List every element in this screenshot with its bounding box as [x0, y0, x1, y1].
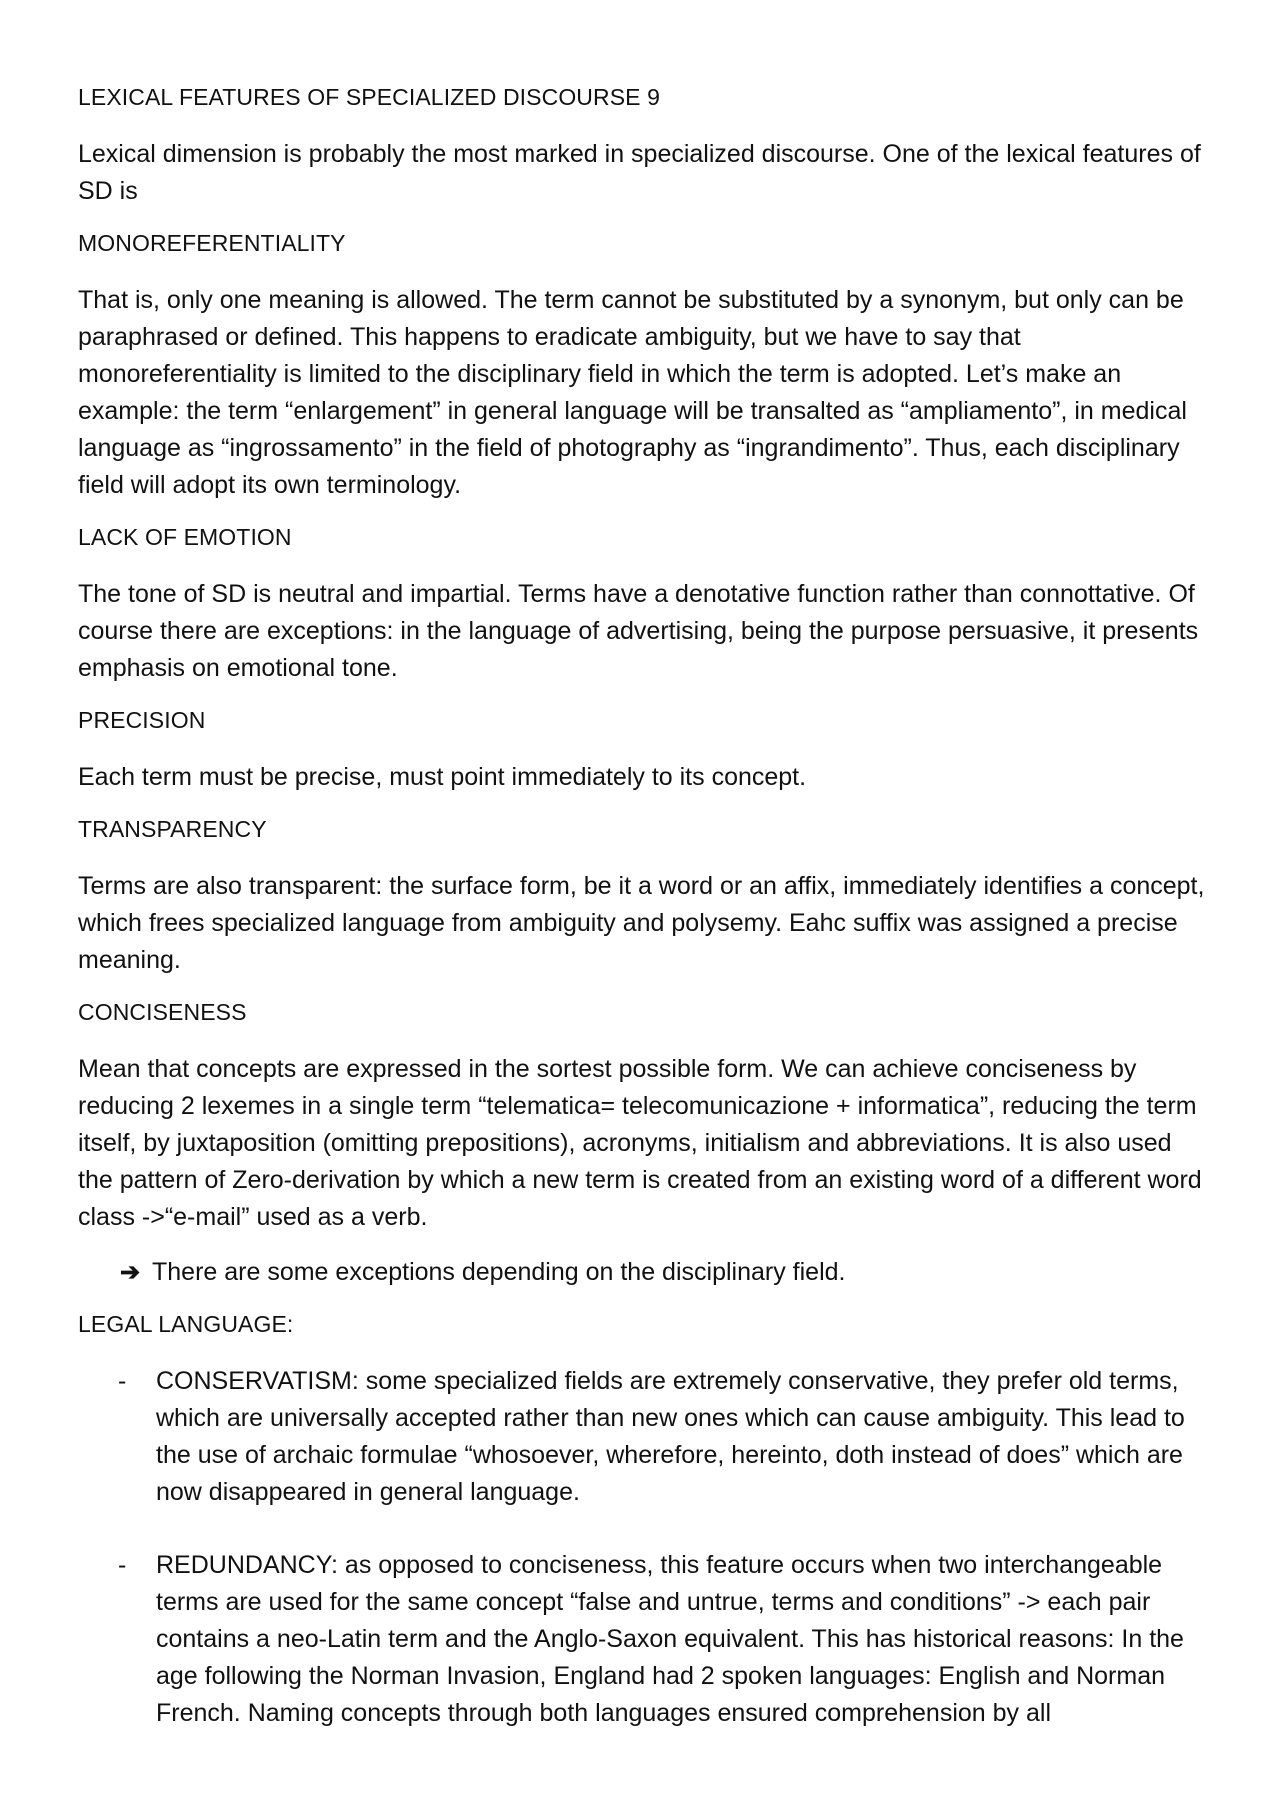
- bullet-marker: -: [118, 1551, 127, 1579]
- legal-language-heading: LEGAL LANGUAGE:: [78, 1311, 294, 1337]
- section-text-lack-of-emotion: The tone of SD is neutral and impartial. Terms have a denotative function rather than connottative. Of course there are exceptions: in the language of advertising, being the purpose persuasive, it presents emphasis on emotional tone.: [78, 580, 1199, 682]
- bullet-text-redundancy: REDUNDANCY: as opposed to conciseness, this feature occurs when two interchangeable terms are used for the same concept “false and untrue, terms and conditions” -> each pair contains a neo-Latin term and the Anglo-Saxon equivalent. This has historical reasons: In the age following the Norman Invasion, England had 2 spoken languages: English and Norman French. Naming concepts through both languages ensured comprehension by all: [156, 1551, 1184, 1727]
- intro-paragraph: Lexical dimension is probably the most marked in specialized discourse. One of the lexical features of SD is: [78, 140, 1201, 205]
- right-arrow-icon: ➔: [120, 1259, 141, 1286]
- section-text-transparency: Terms are also transparent: the surface form, be it a word or an affix, immediately identifies a concept, which frees specialized language from ambiguity and polysemy. Eahc suffix was assigned a precise meaning.: [78, 872, 1205, 974]
- bullet-text-conservatism: CONSERVATISM: some specialized fields are extremely conservative, they prefer old terms, which are universally accepted rather than new ones which can cause ambiguity. This lead to the use of archaic formulae “whosoever, wherefore, hereinto, doth instead of does” which are now disappeared in general language.: [156, 1367, 1185, 1506]
- list-item: [78, 1363, 1208, 1511]
- section-heading-lack-of-emotion: LACK OF EMOTION: [78, 524, 292, 550]
- exceptions-note: [78, 1254, 1208, 1291]
- list-item: [78, 1547, 1208, 1732]
- section-heading-monoreferentiality: MONOREFERENTIALITY: [78, 230, 346, 256]
- document-body: [78, 82, 1208, 1768]
- section-heading-precision: PRECISION: [78, 707, 206, 733]
- section-heading-conciseness: CONCISENESS: [78, 999, 247, 1025]
- section-heading-transparency: TRANSPARENCY: [78, 816, 267, 842]
- bullet-marker: -: [118, 1367, 127, 1395]
- exceptions-note-text: There are some exceptions depending on the disciplinary field.: [152, 1258, 846, 1286]
- section-text-conciseness: Mean that concepts are expressed in the sortest possible form. We can achieve conciseness by reducing 2 lexemes in a single term “telematica= telecomunicazione + informatica”, reducing the term itself, by juxtaposition (omitting prepositions), acronyms, initialism and abbreviations. It is also used the pattern of Zero-derivation by which a new term is created from an existing word of a different word class ->“e-mail” used as a verb.: [78, 1055, 1202, 1231]
- section-text-monoreferentiality: That is, only one meaning is allowed. The term cannot be substituted by a synonym, but only can be paraphrased or defined. This happens to eradicate ambiguity, but we have to say that monoreferentiality is limited to the disciplinary field in which the term is adopted. Let’s make an example: the term “enlargement” in general language will be transalted as “ampliamento”, in medical language as “ingrossamento” in the field of photography as “ingrandimento”. Thus, each disciplinary field will adopt its own terminology.: [78, 286, 1187, 499]
- section-text-precision: Each term must be precise, must point immediately to its concept.: [78, 763, 807, 791]
- document-title: LEXICAL FEATURES OF SPECIALIZED DISCOURSE 9: [78, 84, 660, 110]
